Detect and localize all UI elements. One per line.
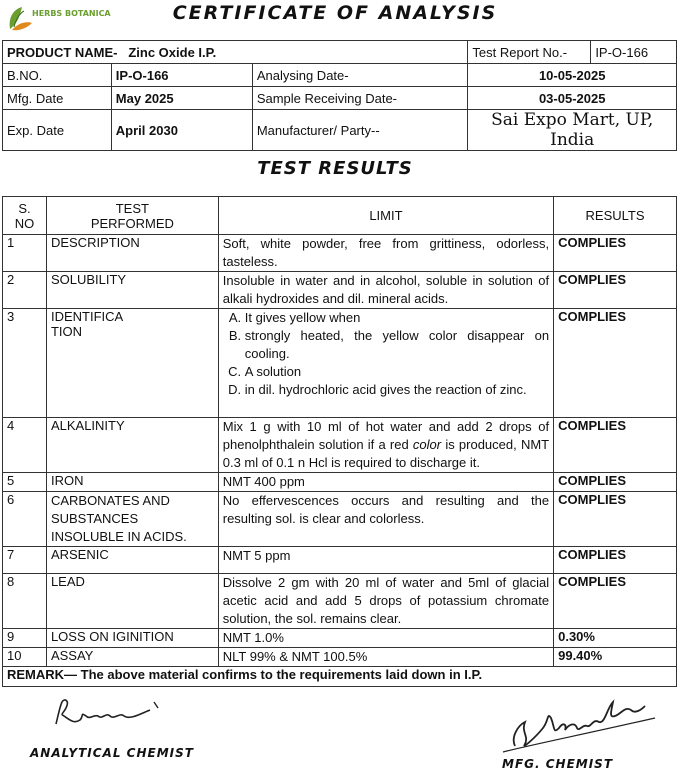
row-limit: Mix 1 g with 10 ml of hot water and add 2 drops of phenolphthalein solution if a red — [222, 419, 550, 452]
row-test: IDENTIFICA — [50, 309, 124, 324]
row-no: 6 — [3, 492, 47, 547]
table-row — [3, 547, 677, 574]
identification-item: A. It gives yellow when — [245, 309, 549, 327]
row-limit: NMT 1.0% — [218, 629, 553, 648]
certificate-title: CERTIFICATE OF ANALYSIS — [172, 2, 498, 24]
row-test: ARSENIC — [46, 547, 218, 574]
row-limit: NMT 5 ppm — [218, 547, 553, 574]
row-limit: NMT 400 ppm — [218, 473, 553, 492]
sample-date-value: 03-05-2025 — [468, 87, 677, 110]
row-no: 2 — [3, 272, 47, 309]
batch-no-value: IP-O-166 — [111, 64, 252, 87]
mfg-date-label: Mfg. Date — [3, 87, 112, 110]
manufacturer-value: Sai Expo Mart, UP, India — [468, 110, 677, 151]
mfg-date-value: May 2025 — [111, 87, 252, 110]
table-row — [3, 574, 677, 629]
report-no-label: Test Report No.- — [468, 41, 591, 64]
col-sno-header: S. NO — [14, 200, 35, 231]
col-test-header: TEST — [115, 200, 149, 216]
row-limit: No effervescences occurs and resulting and the resulting sol. is clear and colorless. — [218, 492, 553, 547]
row-result: COMPLIES — [554, 574, 677, 629]
analytical-chemist-signature — [50, 694, 180, 739]
table-row — [3, 309, 677, 418]
table-row — [3, 629, 677, 648]
mfg-chemist-label: MFG. CHEMIST — [502, 757, 614, 771]
col-test-header-2: PERFORMED — [90, 215, 174, 231]
row-test: LOSS ON IGINITION — [46, 629, 218, 648]
mfg-chemist-signature — [495, 688, 665, 763]
row-no: 8 — [3, 574, 47, 629]
product-name-label: PRODUCT NAME- — [7, 44, 118, 60]
table-header-row — [3, 197, 677, 235]
logo-text: HERBS BOTANICA — [32, 9, 111, 18]
row-no: 7 — [3, 547, 47, 574]
row-no: 1 — [3, 235, 47, 272]
identification-item: B. strongly heated, the yellow color disappear on cooling. — [245, 327, 549, 363]
test-results-table — [2, 196, 677, 687]
row-result: COMPLIES — [554, 418, 677, 473]
row-result: COMPLIES — [554, 309, 677, 418]
analytical-chemist-label: ANALYTICAL CHEMIST — [30, 746, 194, 760]
identification-item: D. in dil. hydrochloric acid gives the reaction of zinc. — [245, 381, 549, 399]
table-row — [3, 473, 677, 492]
row-test-2: TION — [50, 324, 83, 339]
sample-date-label: Sample Receiving Date- — [252, 87, 468, 110]
row-result: COMPLIES — [554, 547, 677, 574]
batch-no-label: B.NO. — [3, 64, 112, 87]
product-info-table — [2, 40, 677, 151]
row-limit-italic: color — [412, 437, 442, 452]
row-result: COMPLIES — [554, 473, 677, 492]
row-no: 10 — [3, 648, 47, 667]
company-logo — [4, 3, 111, 35]
row-no: 3 — [3, 309, 47, 418]
product-name-value: Zinc Oxide I.P. — [128, 44, 217, 60]
identification-item: C. A solution — [245, 363, 549, 381]
table-row — [3, 235, 677, 272]
exp-date-label: Exp. Date — [3, 110, 112, 151]
row-no: 9 — [3, 629, 47, 648]
analysing-date-value: 10-05-2025 — [468, 64, 677, 87]
manufacturer-label: Manufacturer/ Party-- — [252, 110, 468, 151]
row-limit: Soft, white powder, free from grittiness, odorless, tasteless. — [218, 235, 553, 272]
row-result: COMPLIES — [554, 492, 677, 547]
row-no: 5 — [3, 473, 47, 492]
row-test: CARBONATES AND SUBSTANCES INSOLUBLE IN ACIDS. — [46, 492, 218, 547]
row-test: SOLUBILITY — [46, 272, 218, 309]
analysing-date-label: Analysing Date- — [252, 64, 468, 87]
exp-date-value: April 2030 — [111, 110, 252, 151]
row-limit: Insoluble in water and in alcohol, soluble in solution of alkali hydroxides and dil. mineral acids. — [218, 272, 553, 309]
row-test: ASSAY — [46, 648, 218, 667]
row-test: IRON — [46, 473, 218, 492]
col-limit-header: LIMIT — [218, 197, 553, 235]
row-result: COMPLIES — [554, 272, 677, 309]
row-result: 0.30% — [554, 629, 677, 648]
remark: REMARK— The above material confirms to the requirements laid down in I.P. — [3, 667, 677, 687]
col-results-header: RESULTS — [554, 197, 677, 235]
row-no: 4 — [3, 418, 47, 473]
row-limit-2: is produced, NMT 0.3 ml of 0.1 n Hcl is required to discharge it. — [222, 437, 550, 470]
row-limit: NLT 99% & NMT 100.5% — [218, 648, 553, 667]
table-row — [3, 648, 677, 667]
row-limit: Dissolve 2 gm with 20 ml of water and 5ml of glacial acetic acid and add 5 drops of potassium chromate solution, the sol. remains clear. — [218, 574, 553, 629]
row-test: LEAD — [46, 574, 218, 629]
test-results-title: TEST RESULTS — [257, 158, 413, 179]
table-row — [3, 272, 677, 309]
row-test: DESCRIPTION — [46, 235, 218, 272]
table-row — [3, 418, 677, 473]
row-result: 99.40% — [554, 648, 677, 667]
table-row — [3, 492, 677, 547]
row-test: ALKALINITY — [46, 418, 218, 473]
row-result: COMPLIES — [554, 235, 677, 272]
report-no-value: IP-O-166 — [591, 41, 677, 64]
